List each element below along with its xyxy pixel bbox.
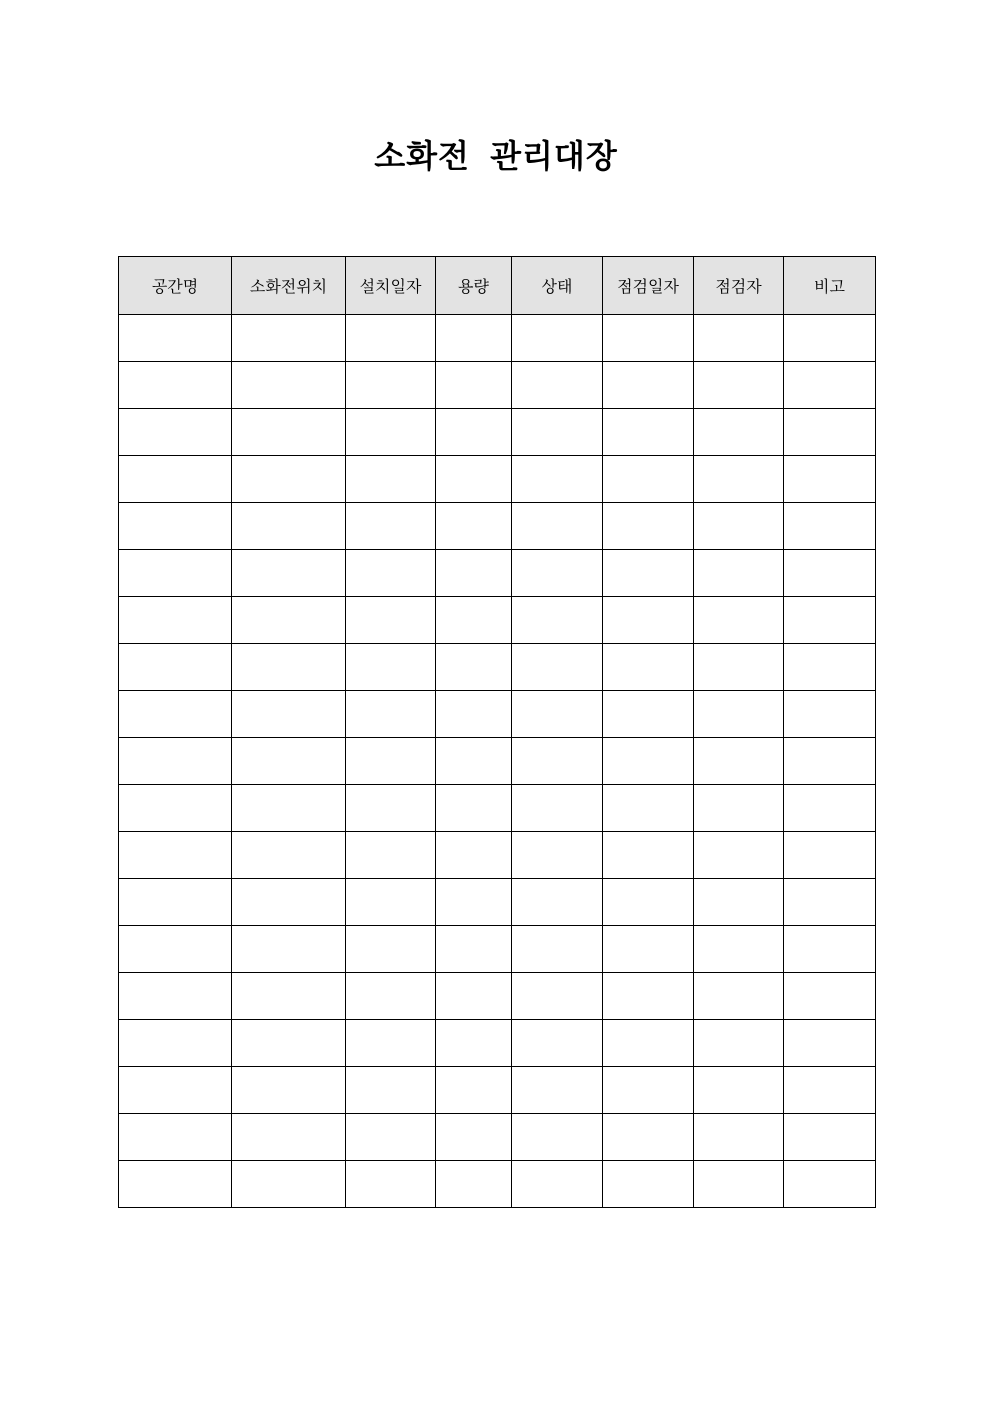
table-cell — [232, 1020, 346, 1067]
table-cell — [119, 1067, 232, 1114]
table-cell — [232, 1161, 346, 1208]
header-cell-status: 상태 — [512, 257, 603, 315]
header-cell-install-date: 설치일자 — [346, 257, 436, 315]
table-cell — [512, 550, 603, 597]
table-row — [119, 926, 876, 973]
header-cell-inspector: 점검자 — [694, 257, 784, 315]
table-cell — [346, 926, 436, 973]
table-cell — [694, 832, 784, 879]
table-cell — [512, 1114, 603, 1161]
table-cell — [119, 1114, 232, 1161]
table-cell — [119, 503, 232, 550]
table-cell — [694, 362, 784, 409]
table-row — [119, 644, 876, 691]
table-cell — [346, 738, 436, 785]
table-cell — [784, 409, 876, 456]
table-cell — [436, 362, 512, 409]
table-cell — [603, 973, 694, 1020]
table-cell — [784, 503, 876, 550]
table-cell — [512, 1161, 603, 1208]
table-cell — [232, 738, 346, 785]
table-row — [119, 973, 876, 1020]
table-cell — [119, 785, 232, 832]
table-cell — [694, 456, 784, 503]
table-cell — [694, 550, 784, 597]
table-cell — [603, 409, 694, 456]
table-cell — [784, 1114, 876, 1161]
table-row — [119, 785, 876, 832]
table-cell — [346, 1114, 436, 1161]
table-cell — [232, 879, 346, 926]
table-cell — [232, 362, 346, 409]
table-cell — [436, 409, 512, 456]
table-cell — [784, 1067, 876, 1114]
table-cell — [346, 409, 436, 456]
table-cell — [784, 926, 876, 973]
table-cell — [512, 691, 603, 738]
table-cell — [119, 691, 232, 738]
table-cell — [436, 550, 512, 597]
table-cell — [119, 644, 232, 691]
table-cell — [119, 879, 232, 926]
table-cell — [436, 785, 512, 832]
table-cell — [694, 926, 784, 973]
table-cell — [119, 926, 232, 973]
table-cell — [512, 1020, 603, 1067]
table-cell — [119, 738, 232, 785]
table-cell — [232, 785, 346, 832]
table-cell — [603, 926, 694, 973]
table-cell — [603, 738, 694, 785]
table-cell — [603, 644, 694, 691]
table-cell — [232, 503, 346, 550]
table-cell — [784, 315, 876, 362]
table-cell — [784, 973, 876, 1020]
header-cell-remarks: 비고 — [784, 257, 876, 315]
table-cell — [694, 1067, 784, 1114]
table-cell — [232, 409, 346, 456]
table-cell — [436, 1067, 512, 1114]
table-cell — [346, 1020, 436, 1067]
table-cell — [603, 503, 694, 550]
table-cell — [119, 597, 232, 644]
table-cell — [346, 644, 436, 691]
table-cell — [232, 456, 346, 503]
table-cell — [603, 1161, 694, 1208]
table-cell — [694, 315, 784, 362]
table-row — [119, 503, 876, 550]
table-cell — [119, 315, 232, 362]
table-cell — [232, 1114, 346, 1161]
table-cell — [784, 1020, 876, 1067]
table-cell — [603, 315, 694, 362]
table-row — [119, 550, 876, 597]
table-row — [119, 738, 876, 785]
table-cell — [512, 315, 603, 362]
table-cell — [512, 785, 603, 832]
table-row — [119, 315, 876, 362]
table-cell — [694, 597, 784, 644]
table-cell — [784, 832, 876, 879]
header-cell-inspection-date: 점검일자 — [603, 257, 694, 315]
header-cell-capacity: 용량 — [436, 257, 512, 315]
table-cell — [603, 456, 694, 503]
table-row — [119, 691, 876, 738]
table-cell — [512, 409, 603, 456]
table-cell — [694, 1114, 784, 1161]
table-body — [119, 315, 876, 1208]
table-cell — [512, 832, 603, 879]
table-cell — [784, 738, 876, 785]
table-cell — [436, 503, 512, 550]
table-cell — [232, 973, 346, 1020]
table-cell — [784, 691, 876, 738]
table-cell — [512, 973, 603, 1020]
table-cell — [232, 644, 346, 691]
table-cell — [119, 1020, 232, 1067]
table-row — [119, 456, 876, 503]
table-cell — [603, 1114, 694, 1161]
table-cell — [119, 550, 232, 597]
table-cell — [512, 879, 603, 926]
table-row — [119, 362, 876, 409]
table-cell — [436, 973, 512, 1020]
table-cell — [436, 691, 512, 738]
table-row — [119, 879, 876, 926]
table-cell — [436, 832, 512, 879]
table-cell — [603, 362, 694, 409]
table-cell — [694, 503, 784, 550]
table-row — [119, 409, 876, 456]
table-cell — [603, 879, 694, 926]
table-cell — [119, 456, 232, 503]
table-cell — [694, 738, 784, 785]
table-cell — [436, 644, 512, 691]
table-cell — [232, 1067, 346, 1114]
table-cell — [784, 644, 876, 691]
table-cell — [436, 315, 512, 362]
table-cell — [232, 597, 346, 644]
table-cell — [512, 738, 603, 785]
table-cell — [784, 456, 876, 503]
table-cell — [346, 550, 436, 597]
hydrant-ledger-table — [118, 256, 876, 1208]
table-cell — [694, 1020, 784, 1067]
table-cell — [694, 973, 784, 1020]
table-cell — [232, 832, 346, 879]
table-cell — [694, 691, 784, 738]
page-title: 소화전 관리대장 — [374, 137, 618, 175]
table-cell — [346, 456, 436, 503]
table-cell — [346, 315, 436, 362]
table-cell — [346, 362, 436, 409]
table-cell — [512, 926, 603, 973]
table-cell — [603, 691, 694, 738]
table-cell — [784, 785, 876, 832]
table-cell — [346, 973, 436, 1020]
table-cell — [603, 785, 694, 832]
table-cell — [436, 1114, 512, 1161]
table-cell — [603, 1067, 694, 1114]
table-cell — [232, 926, 346, 973]
table-cell — [436, 1161, 512, 1208]
table-row — [119, 1161, 876, 1208]
table-cell — [436, 879, 512, 926]
table-cell — [346, 597, 436, 644]
table-cell — [232, 691, 346, 738]
header-cell-space-name: 공간명 — [119, 257, 232, 315]
table-cell — [436, 597, 512, 644]
table-cell — [603, 1020, 694, 1067]
table-row — [119, 597, 876, 644]
table-cell — [784, 550, 876, 597]
table-row — [119, 832, 876, 879]
table-cell — [512, 362, 603, 409]
table-cell — [436, 738, 512, 785]
table-cell — [346, 1161, 436, 1208]
table-cell — [512, 503, 603, 550]
table-row — [119, 1067, 876, 1114]
table-cell — [603, 597, 694, 644]
table-cell — [694, 785, 784, 832]
table-cell — [512, 597, 603, 644]
table-cell — [346, 879, 436, 926]
table-cell — [346, 691, 436, 738]
table-cell — [603, 832, 694, 879]
table-cell — [603, 550, 694, 597]
table-row — [119, 1020, 876, 1067]
header-row — [119, 257, 876, 315]
table-cell — [512, 1067, 603, 1114]
table-cell — [436, 926, 512, 973]
table-cell — [119, 973, 232, 1020]
table-cell — [346, 503, 436, 550]
table-cell — [694, 409, 784, 456]
table-cell — [512, 644, 603, 691]
table-cell — [512, 456, 603, 503]
table-cell — [694, 1161, 784, 1208]
table-cell — [694, 879, 784, 926]
table-cell — [119, 409, 232, 456]
table-cell — [436, 456, 512, 503]
table-cell — [119, 362, 232, 409]
header-cell-hydrant-location: 소화전위치 — [232, 257, 346, 315]
table-row — [119, 1114, 876, 1161]
table-cell — [784, 1161, 876, 1208]
table-cell — [784, 879, 876, 926]
table-cell — [346, 785, 436, 832]
table-cell — [346, 1067, 436, 1114]
table-cell — [232, 315, 346, 362]
table-cell — [436, 1020, 512, 1067]
table-cell — [119, 1161, 232, 1208]
table-cell — [232, 550, 346, 597]
table-cell — [119, 832, 232, 879]
table-cell — [694, 644, 784, 691]
table-cell — [784, 597, 876, 644]
table-cell — [346, 832, 436, 879]
table-cell — [784, 362, 876, 409]
